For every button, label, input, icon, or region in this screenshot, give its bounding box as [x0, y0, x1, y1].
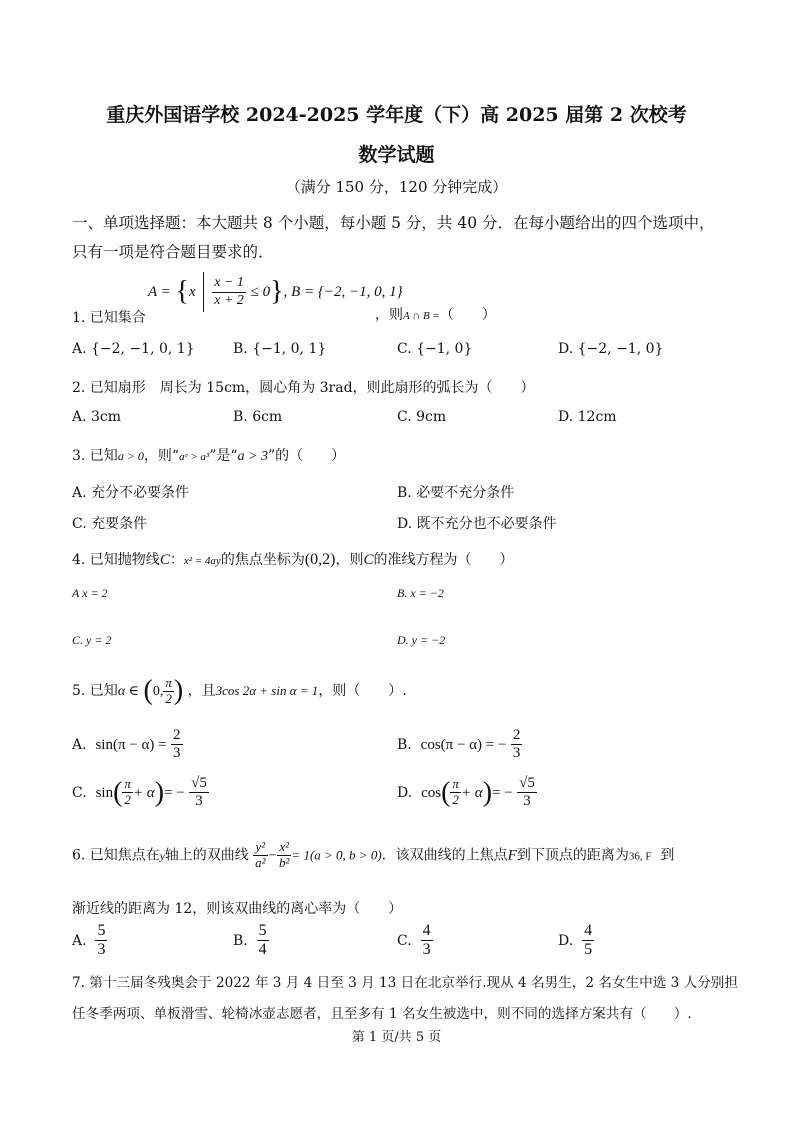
q4-option-c[interactable]: C. y = 2	[72, 633, 112, 647]
q1-set-expression: A = {x $\frac{x - 1}{x + 2}$ ≤ 0}, B = {−2, −1, 0, 1}	[148, 272, 403, 312]
q6-stem: 6. 已知焦点在y轴上的双曲线 $\frac{\text{y²}}{\text{a²}}$ − $\frac{\text{x²}}{\text{b²}}$ = 1(a > 0, b > 0)．该双曲线的上焦点F到下顶点的距离为36, F 到	[72, 839, 675, 870]
q3-option-c[interactable]: C. 充要条件	[72, 516, 148, 532]
q4-option-d[interactable]: D. y = −2	[397, 633, 446, 647]
q2-stem: 2. 已知扇形 周长为 15cm，圆心角为 3rad，则此扇形的弧长为（ ）	[72, 380, 535, 396]
q7-stem-line1: 7. 第十三届冬残奥会于 2022 年 3 月 4 日至 3 月 13 日在北京举行.现从 4 名男生，2 名女生中选 3 人分别担	[72, 975, 738, 991]
q2-option-a[interactable]: A. 3cm	[72, 409, 122, 425]
q7-stem-line2: 任冬季两项、单板滑雪、轮椅冰壶志愿者，且至多有 1 名女生被选中，则不同的选择方案共有（ ）.	[72, 1006, 692, 1022]
q2-option-c[interactable]: C. 9cm	[397, 409, 447, 425]
q5-option-c[interactable]: C. sin( $\frac{\pi}{2}$ + α)= − $\frac{√5}{3}$	[72, 775, 207, 810]
page-footer: 第 1 页/共 5 页	[351, 1030, 442, 1045]
q6-stem-line2: 渐近线的距离为 12，则该双曲线的离心率为（ ）	[72, 901, 403, 917]
q1-option-d[interactable]: D. {−2, −1, 0}	[558, 341, 664, 357]
q4-stem: 4. 已知抛物线C：x² = 4ay的焦点坐标为(0,2)，则C的准线方程为（ ）	[72, 551, 514, 568]
q5-option-a[interactable]: A. sin(π − α) = $\frac{2}{3}$	[72, 727, 181, 762]
exam-title: 重庆外国语学校 2024-2025 学年度（下）高 2025 届第 2 次校考	[106, 104, 687, 126]
q2-option-b[interactable]: B. 6cm	[233, 409, 283, 425]
q4-option-b[interactable]: B. x = −2	[397, 586, 444, 600]
section-heading-line1: 一、单项选择题：本大题共 8 个小题，每小题 5 分，共 40 分．在每小题给出的四个选项中，	[72, 214, 715, 232]
q6-option-c[interactable]: C. $\frac{4}{3}$	[397, 922, 431, 959]
q1-option-a[interactable]: A. {−2, −1, 0, 1}	[72, 341, 195, 357]
q3-option-a[interactable]: A. 充分不必要条件	[72, 485, 190, 501]
q1-option-b[interactable]: B. {−1, 0, 1}	[233, 341, 327, 357]
q3-stem: 3. 已知a > 0，则“aᵉ > a³”是“a > 3”的（ ）	[72, 448, 346, 464]
q5-option-d[interactable]: D. cos( $\frac{\pi}{2}$ + α)= − $\frac{√5}{3}$	[397, 775, 535, 810]
q1-stem-tail: ，则A ∩ B =（ ）	[375, 307, 496, 323]
exam-subject: 数学试题	[358, 144, 435, 166]
q6-option-d[interactable]: D. $\frac{4}{5}$	[558, 922, 593, 959]
q6-option-b[interactable]: B. $\frac{5}{4}$	[233, 922, 267, 959]
q6-option-a[interactable]: A. $\frac{5}{3}$	[72, 922, 106, 959]
q1-stem: 1. 已知集合	[72, 310, 146, 326]
exam-note: （满分 150 分，120 分钟完成）	[285, 178, 508, 196]
q1-option-c[interactable]: C. {−1, 0}	[397, 341, 473, 357]
q2-option-d[interactable]: D. 12cm	[558, 409, 617, 425]
q4-option-a[interactable]: A x = 2	[72, 586, 108, 600]
q3-option-d[interactable]: D. 既不充分也不必要条件	[397, 516, 557, 532]
q3-option-b[interactable]: B. 必要不充分条件	[397, 485, 515, 501]
q5-stem: 5. 已知α ∈ (0, $\frac{\pi}{2}$ ) ，且3cos 2α + sin α = 1，则（ ）.	[72, 674, 407, 706]
q5-option-b[interactable]: B. cos(π − α) = − $\frac{2}{3}$	[397, 727, 521, 762]
section-heading-line2: 只有一项是符合题目要求的．	[72, 243, 274, 261]
